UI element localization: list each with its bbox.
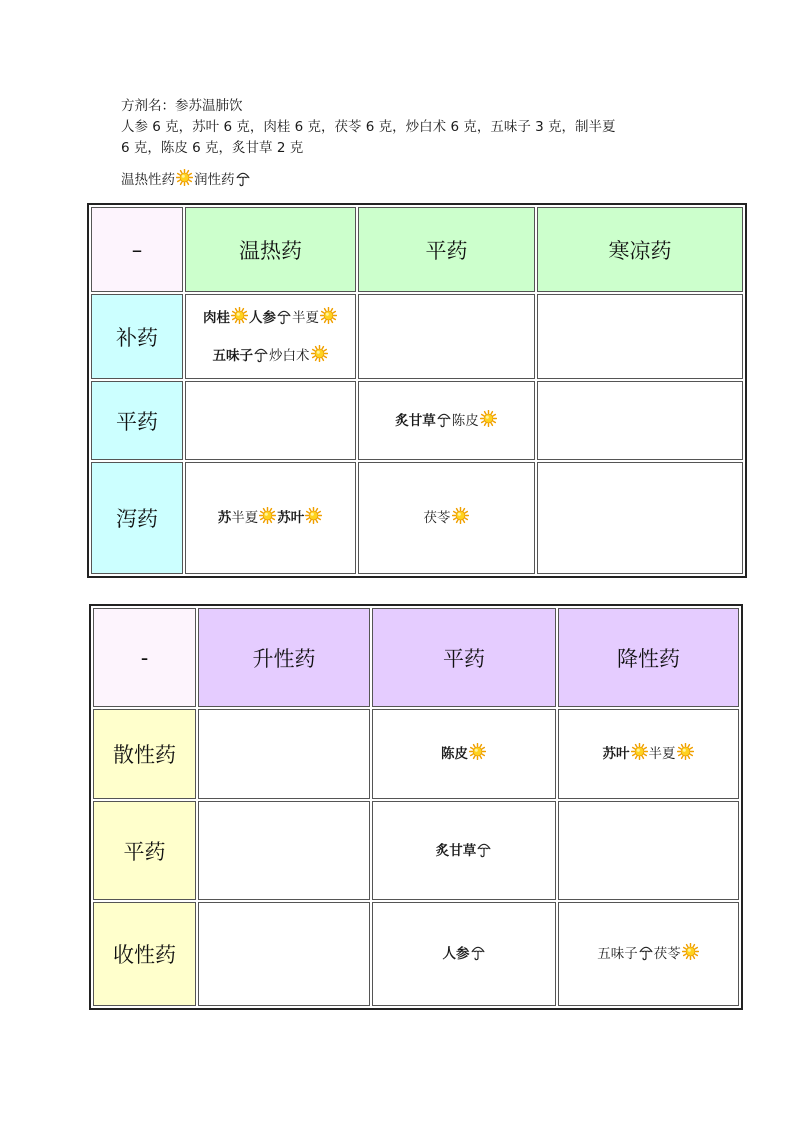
- umbrella-icon: [277, 309, 291, 325]
- table2-cell-astringent-descending: [558, 902, 739, 1006]
- herb-name: 五味子: [597, 946, 638, 962]
- herb-name: 半夏: [648, 746, 676, 762]
- table1-corner-cell: –: [91, 207, 183, 292]
- herb-name: 人参: [249, 309, 276, 326]
- herb-name: 炒白术: [269, 347, 310, 364]
- herb-name: 茯苓: [423, 510, 451, 526]
- table1-col-neutral: 平药: [358, 207, 535, 292]
- umbrella-icon: [254, 347, 268, 363]
- herb-name: 炙甘草: [395, 412, 436, 429]
- table2-col-neutral: 平药: [372, 608, 556, 707]
- herb-line: [359, 402, 534, 440]
- sun-icon: [682, 943, 699, 960]
- umbrella-icon: [235, 172, 251, 188]
- umbrella-icon: [471, 945, 485, 961]
- herb-name: 半夏: [292, 309, 319, 326]
- table1-row-purge: 泻药: [91, 462, 183, 574]
- herb-name: 茯苓: [653, 946, 681, 962]
- umbrella-icon: [639, 945, 653, 961]
- table1-cell-tonify-neutral: [358, 294, 535, 379]
- table2-cell-dispersing-descending: [558, 709, 739, 799]
- umbrella-icon: [477, 842, 491, 858]
- herb-name: 陈皮: [441, 746, 468, 762]
- table2-cell-neutral-descending: [558, 801, 739, 900]
- table1-cell-neutral-cold: [537, 381, 743, 460]
- table1-cell-neutral-warm: [185, 381, 356, 460]
- herb-line: [559, 735, 738, 773]
- herb-line: [186, 499, 355, 537]
- table2-cell-neutral-ascending: [198, 801, 370, 900]
- table1-row-tonify: 补药: [91, 294, 183, 379]
- table2-cell-astringent-ascending: [198, 902, 370, 1006]
- herb-line: [186, 299, 355, 337]
- sun-icon: [311, 345, 328, 362]
- umbrella-icon: [437, 412, 451, 428]
- herb-name: 肉桂: [203, 309, 230, 326]
- table1-cell-purge-cold: [537, 462, 743, 574]
- table1-row-neutral: 平药: [91, 381, 183, 460]
- herb-name: 苏: [217, 510, 232, 526]
- legend-warm-label: 温热性药: [121, 172, 175, 188]
- herb-line: [373, 735, 555, 773]
- legend-moist-label: 润性药: [194, 172, 235, 188]
- table1-cell-tonify-warm: [185, 294, 356, 379]
- table2-cell-dispersing-ascending: [198, 709, 370, 799]
- temperature-supplement-table: [87, 203, 747, 578]
- herb-line: [186, 337, 355, 375]
- herb-name: 苏叶: [602, 746, 630, 762]
- table1-cell-neutral-neutral: [358, 381, 535, 460]
- formula-ingredients-line-2: 6 克，陈皮 6 克，炙甘草 2 克: [121, 140, 304, 156]
- formula-ingredients-line-1: 人参 6 克，苏叶 6 克，肉桂 6 克，茯苓 6 克，炒白术 6 克，五味子 3 克，制半夏: [121, 119, 616, 135]
- herb-line: [373, 935, 555, 973]
- table2-corner-cell: -: [93, 608, 196, 707]
- table2-cell-dispersing-neutral: [372, 709, 556, 799]
- table2-cell-astringent-neutral: [372, 902, 556, 1006]
- sun-icon: [631, 743, 648, 760]
- sun-icon: [175, 172, 194, 188]
- table2-row-neutral: 平药: [93, 801, 196, 900]
- herb-name: 五味子: [212, 347, 253, 364]
- table2-row-astringent: 收性药: [93, 902, 196, 1006]
- herb-name: 陈皮: [451, 412, 479, 429]
- table1-col-warm: 温热药: [185, 207, 356, 292]
- sun-icon: [452, 507, 469, 524]
- table1-col-cold: 寒凉药: [537, 207, 743, 292]
- table2-col-ascending: 升性药: [198, 608, 370, 707]
- herb-name: 苏叶: [277, 510, 305, 526]
- formula-name: 方剂名：参苏温肺饮: [121, 98, 243, 114]
- herb-name: 人参: [442, 946, 470, 962]
- legend: [121, 168, 251, 192]
- table2-row-dispersing: 散性药: [93, 709, 196, 799]
- sun-icon: [677, 743, 694, 760]
- herb-name: 半夏: [231, 510, 259, 526]
- formula-description: [121, 96, 691, 159]
- sun-icon: [259, 507, 276, 524]
- direction-astringency-table: [89, 604, 743, 1010]
- sun-icon: [305, 507, 322, 524]
- herb-line: [373, 832, 555, 870]
- sun-icon: [320, 307, 337, 324]
- table2-col-descending: 降性药: [558, 608, 739, 707]
- sun-icon: [469, 743, 486, 760]
- herb-line: [359, 499, 534, 537]
- sun-icon: [480, 410, 497, 427]
- herb-name: 炙甘草: [435, 842, 477, 859]
- table1-cell-purge-warm: [185, 462, 356, 574]
- sun-icon: [231, 307, 248, 324]
- table1-cell-tonify-cold: [537, 294, 743, 379]
- table1-cell-purge-neutral: [358, 462, 535, 574]
- herb-line: [559, 935, 738, 973]
- table2-cell-neutral-neutral: [372, 801, 556, 900]
